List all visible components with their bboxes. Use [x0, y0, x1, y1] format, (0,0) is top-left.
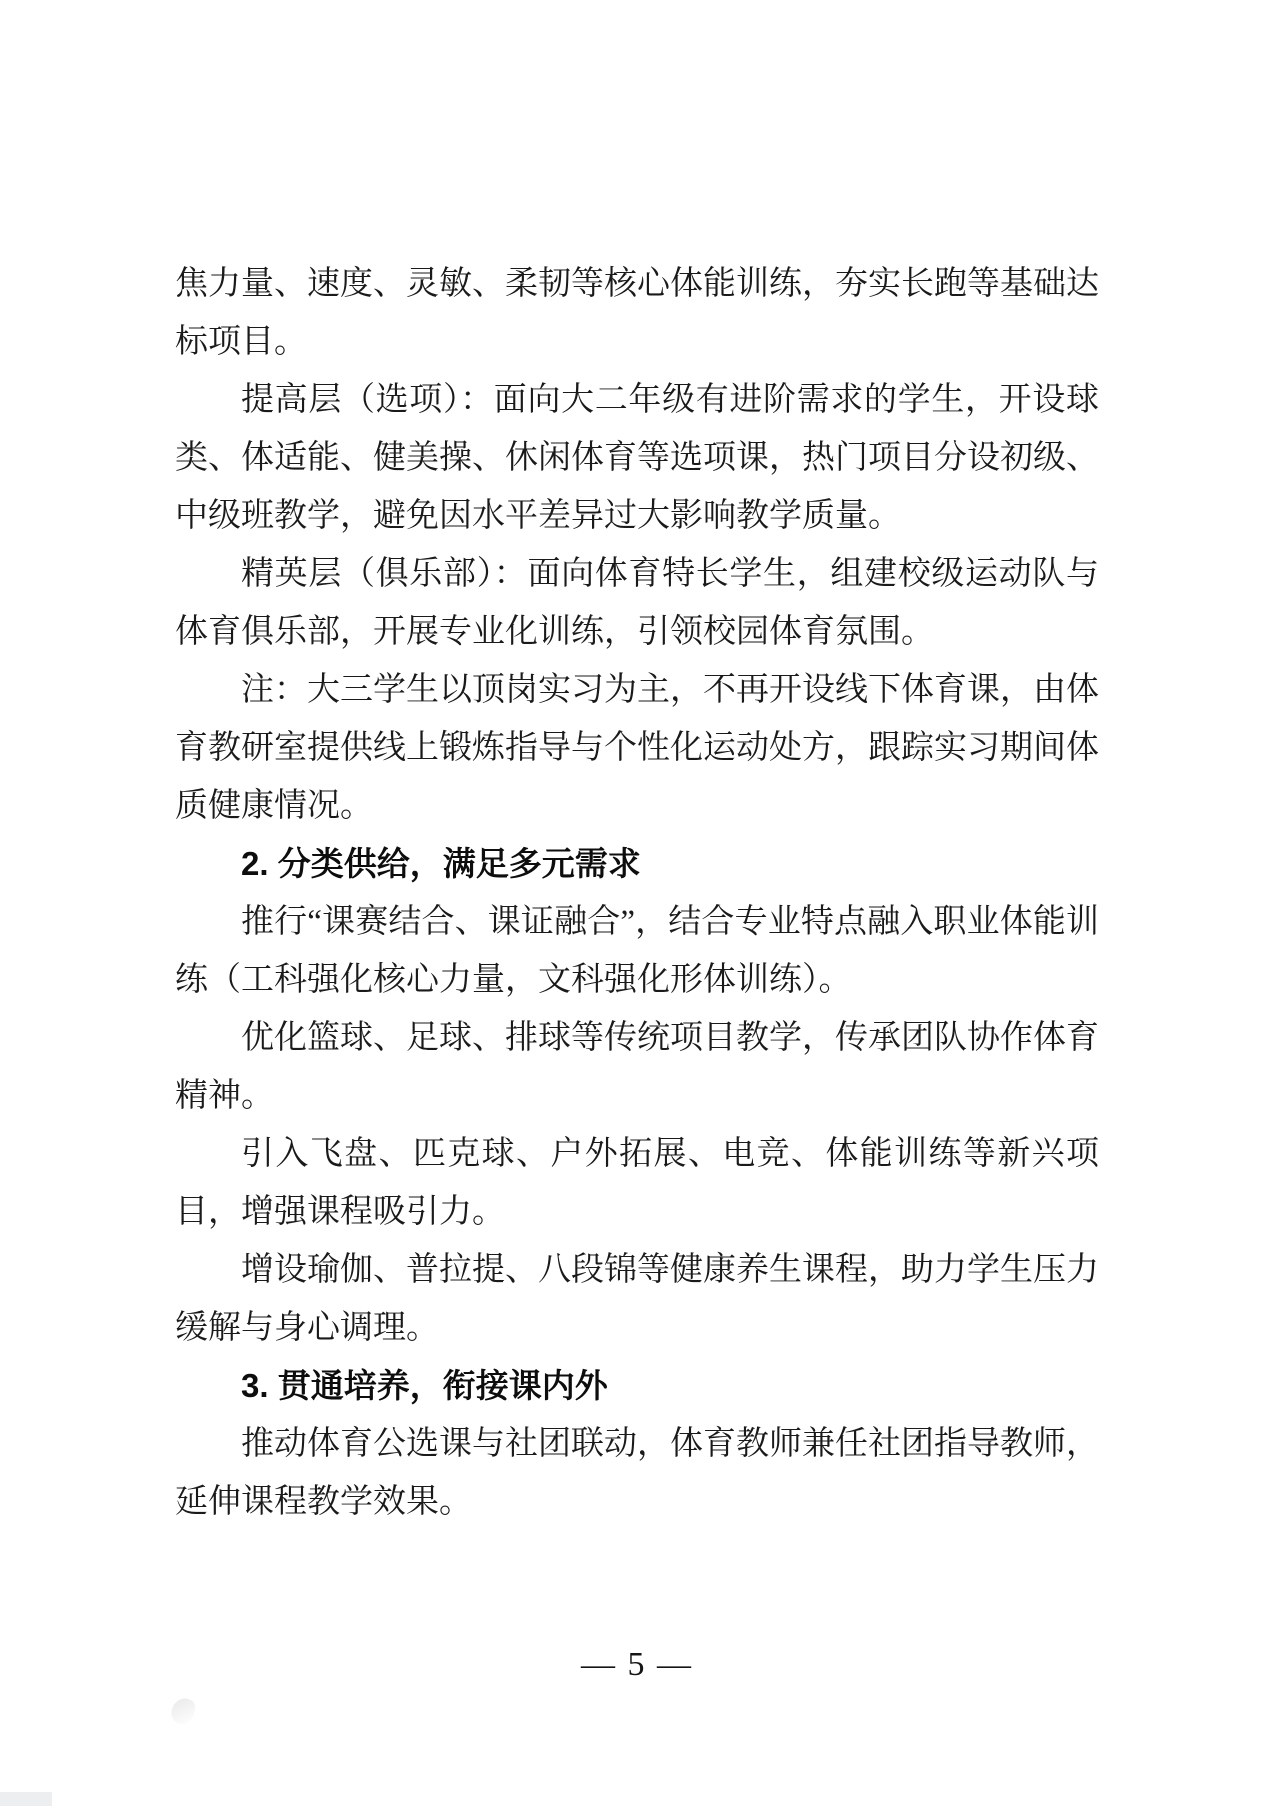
section-heading: 3. 贯通培养，衔接课内外 [241, 1367, 608, 1404]
scan-artifact-corner [0, 1792, 52, 1806]
paragraph: 增设瑜伽、普拉提、八段锦等健康养生课程，助力学生压力缓解与身心调理。 [175, 1252, 1099, 1346]
page-footer [0, 1636, 1274, 1694]
page-number: — 5 — [581, 1646, 693, 1683]
paragraph: 优化篮球、足球、排球等传统项目教学，传承团队协作体育精神。 [175, 1020, 1099, 1114]
paragraph: 注：大三学生以顶岗实习为主，不再开设线下体育课，由体育教研室提供线上锻炼指导与个性化运动处方，跟踪实习期间体质健康情况。 [175, 672, 1099, 824]
section-heading: 2. 分类供给，满足多元需求 [241, 845, 641, 882]
paragraph: 引入飞盘、匹克球、户外拓展、电竞、体能训练等新兴项目，增强课程吸引力。 [175, 1136, 1099, 1230]
scan-artifact-smudge [168, 1695, 198, 1727]
paragraph: 推行“课赛结合、课证融合”，结合专业特点融入职业体能训练（工科强化核心力量，文科强化形体训练）。 [175, 904, 1099, 998]
paragraph: 推动体育公选课与社团联动，体育教师兼任社团指导教师，延伸课程教学效果。 [175, 1426, 1099, 1520]
paragraph: 焦力量、速度、灵敏、柔韧等核心体能训练，夯实长跑等基础达标项目。 [175, 266, 1099, 360]
paragraph: 精英层（俱乐部）：面向体育特长学生，组建校级运动队与体育俱乐部，开展专业化训练，引领校园体育氛围。 [175, 556, 1099, 650]
document-body [175, 255, 1099, 1531]
paragraph: 提高层（选项）：面向大二年级有进阶需求的学生，开设球类、体适能、健美操、休闲体育等选项课，热门项目分设初级、中级班教学，避免因水平差异过大影响教学质量。 [175, 382, 1099, 534]
